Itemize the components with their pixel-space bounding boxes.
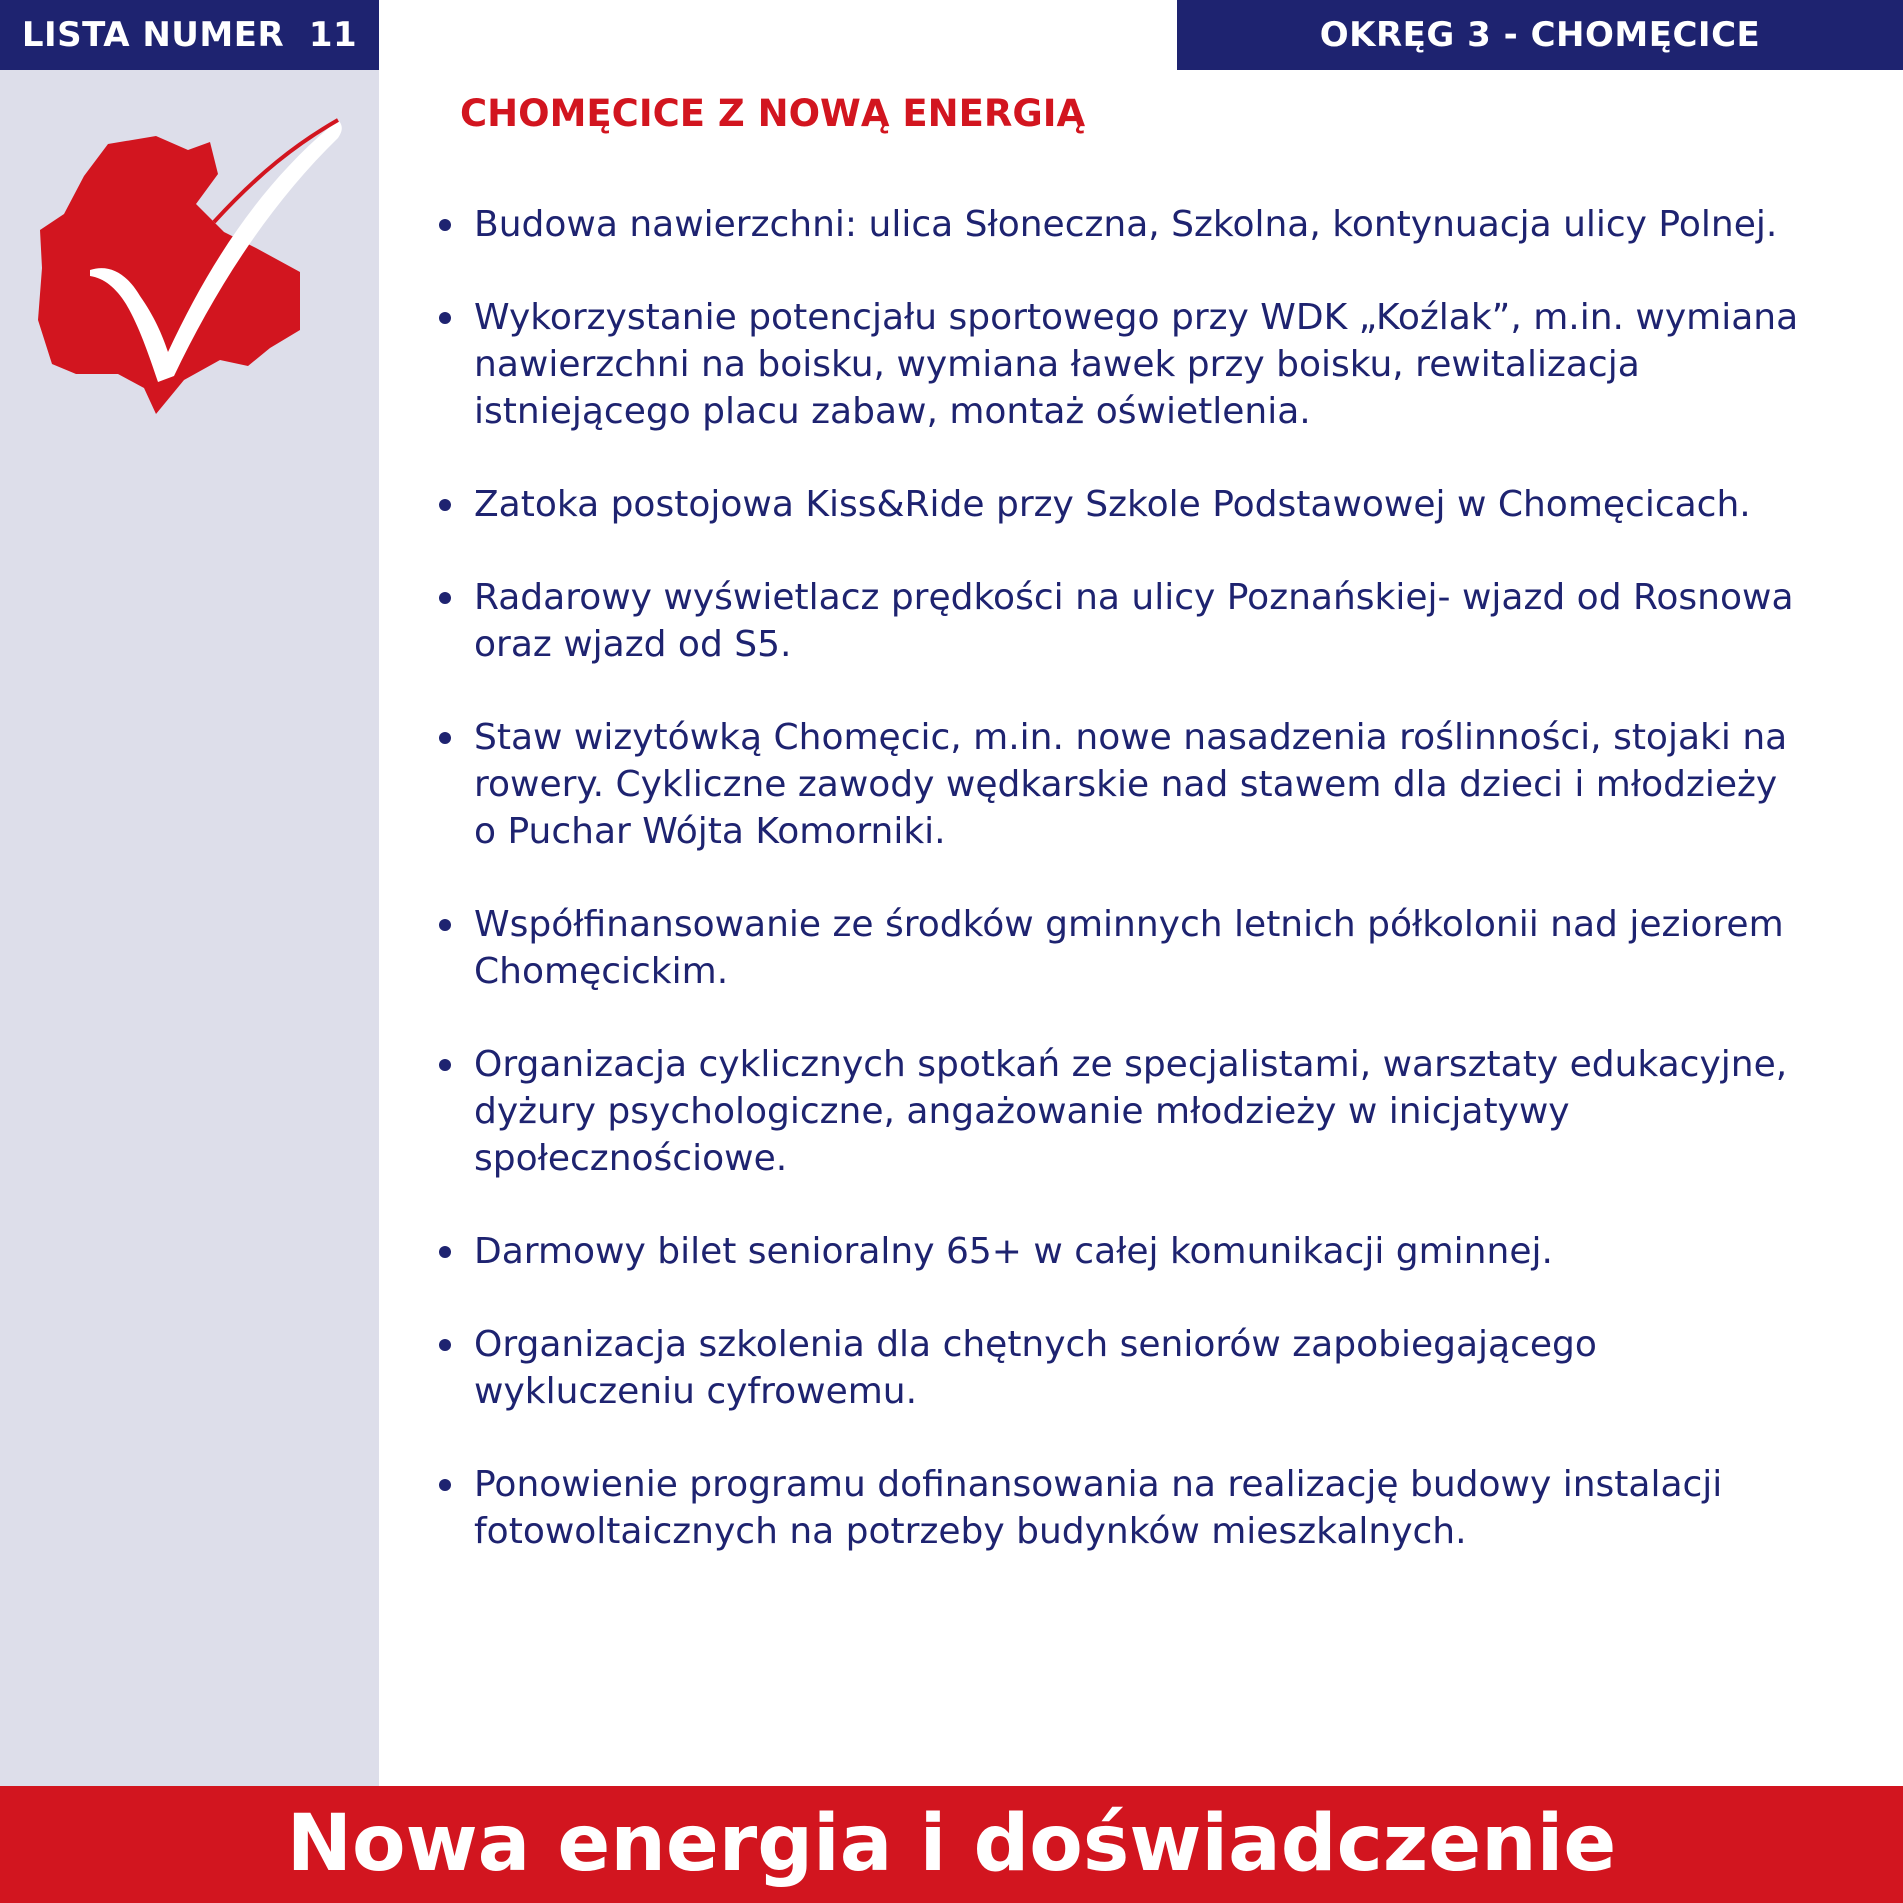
program-list — [430, 201, 1810, 1601]
list-number-badge: LISTA NUMER 11 — [0, 0, 379, 70]
list-item — [430, 1228, 1810, 1275]
list-item — [430, 714, 1810, 855]
checkmark-map-icon — [38, 112, 344, 418]
bullet-icon — [439, 1246, 451, 1258]
list-item — [430, 901, 1810, 995]
list-item-text: Radarowy wyświetlacz prędkości na ulicy Poznańskiej- wjazd od Rosnowa oraz wjazd od S5. — [474, 577, 1794, 665]
list-item — [430, 574, 1810, 668]
slogan-banner: Nowa energia i doświadczenie — [0, 1786, 1903, 1903]
bullet-icon — [439, 499, 451, 511]
list-item — [430, 481, 1810, 528]
bullet-icon — [439, 919, 451, 931]
list-item-text: Staw wizytówką Chomęcic, m.in. nowe nasadzenia roślinności, stojaki na rowery. Cykliczne zawody wędkarskie nad stawem dla dzieci i młodzieży o Puchar Wójta Komorniki. — [474, 717, 1788, 852]
list-item — [430, 294, 1810, 435]
list-item-text: Zatoka postojowa Kiss&Ride przy Szkole Podstawowej w Chomęcicach. — [474, 484, 1751, 525]
bullet-icon — [439, 1479, 451, 1491]
list-item-text: Organizacja szkolenia dla chętnych seniorów zapobiegającego wykluczeniu cyfrowemu. — [474, 1324, 1597, 1412]
bullet-icon — [439, 1339, 451, 1351]
list-item-text: Budowa nawierzchni: ulica Słoneczna, Szkolna, kontynuacja ulicy Polnej. — [474, 204, 1778, 245]
bullet-icon — [439, 1059, 451, 1071]
list-item-text: Wykorzystanie potencjału sportowego przy WDK „Koźlak”, m.in. wymiana nawierzchni na boisku, wymiana ławek przy boisku, rewitalizacja istniejącego placu zabaw, montaż oświetlenia. — [474, 297, 1799, 432]
list-item — [430, 1321, 1810, 1415]
list-item — [430, 1461, 1810, 1555]
list-item-text: Współfinansowanie ze środków gminnych letnich półkolonii nad jeziorem Chomęcickim. — [474, 904, 1784, 992]
logo-graphic — [38, 112, 344, 418]
list-item-text: Ponowienie programu dofinansowania na realizację budowy instalacji fotowoltaicznych na potrzeby budynków mieszkalnych. — [474, 1464, 1723, 1552]
list-item — [430, 1041, 1810, 1182]
bullet-icon — [439, 732, 451, 744]
page-title: CHOMĘCICE Z NOWĄ ENERGIĄ — [460, 92, 1086, 135]
list-item — [430, 201, 1810, 248]
list-item-text: Darmowy bilet senioralny 65+ w całej komunikacji gminnej. — [474, 1231, 1553, 1272]
district-badge: OKRĘG 3 - CHOMĘCICE — [1177, 0, 1903, 70]
bullet-icon — [439, 592, 451, 604]
bullet-icon — [439, 312, 451, 324]
list-item-text: Organizacja cyklicznych spotkań ze specjalistami, warsztaty edukacyjne, dyżury psychologiczne, angażowanie młodzieży w inicjatywy społecznościowe. — [474, 1044, 1788, 1179]
bullet-icon — [439, 219, 451, 231]
